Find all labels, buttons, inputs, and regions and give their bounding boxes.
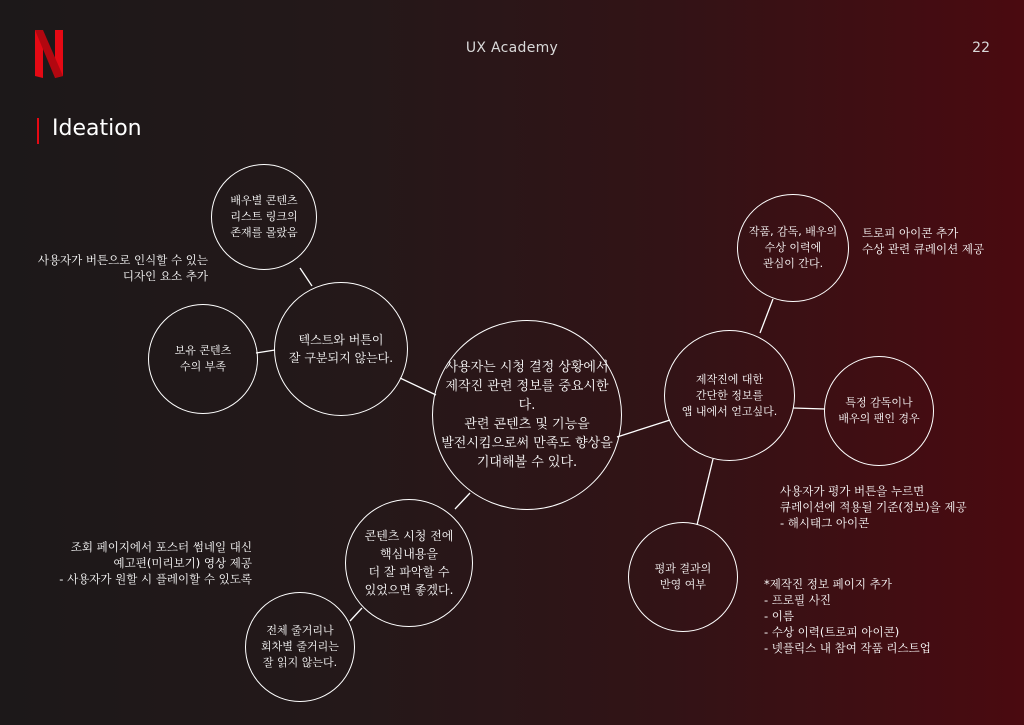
link-center-textbutton bbox=[400, 378, 436, 395]
link-corecontent-storyline bbox=[350, 608, 362, 621]
node-core-content: 콘텐츠 시청 전에 핵심내용을 더 잘 파악할 수 있었으면 좋겠다. bbox=[345, 499, 473, 627]
header-title: UX Academy bbox=[465, 40, 559, 56]
link-crewinfo-review bbox=[697, 459, 713, 525]
node-actor-list: 배우별 콘텐츠 리스트 링크의 존재를 몰랐음 bbox=[211, 164, 317, 270]
node-crew-info: 제작진에 대한 간단한 정보를 앱 내에서 얻고싶다. bbox=[664, 330, 795, 461]
link-center-corecontent bbox=[455, 493, 470, 509]
note-crew-page: *제작진 정보 페이지 추가 - 프로필 사진 - 이름 - 수상 이력(트로피 아이콘) - 넷플릭스 내 참여 작품 리스트업 bbox=[764, 577, 931, 655]
note-trailer: 조회 페이지에서 포스터 썸네일 대신 예고편(미리보기) 영상 제공 - 사용자가 원할 시 플레이할 수 있도록 bbox=[59, 540, 252, 586]
link-textbutton-actorlist bbox=[300, 268, 312, 286]
node-storyline: 전체 줄거리나 회차별 줄거리는 잘 읽지 않는다. bbox=[245, 592, 355, 702]
note-trophy: 트로피 아이콘 추가 수상 관련 큐레이션 제공 bbox=[862, 226, 985, 256]
node-fan: 특정 감독이나 배우의 팬인 경우 bbox=[824, 356, 934, 466]
node-review: 평과 결과의 반영 여부 bbox=[628, 522, 738, 632]
node-awards: 작품, 감독, 배우의 수상 이력에 관심이 간다. bbox=[737, 194, 849, 302]
node-text-button: 텍스트와 버튼이 잘 구분되지 않는다. bbox=[274, 282, 408, 416]
link-crewinfo-awards bbox=[760, 299, 773, 333]
page-number: 22 bbox=[972, 40, 990, 56]
link-crewinfo-fan bbox=[793, 408, 825, 409]
node-content-count: 보유 콘텐츠 수의 부족 bbox=[148, 304, 258, 414]
note-button-design: 사용자가 버튼으로 인식할 수 있는 디자인 요소 추가 bbox=[37, 253, 208, 283]
node-center-insight: 사용자는 시청 결정 상황에서 제작진 관련 정보를 중요시한다. 관련 콘텐츠 및 기능을 발전시킴으로써 만족도 향상을 기대해볼 수 있다. bbox=[432, 320, 622, 510]
section-title: Ideation bbox=[52, 116, 142, 141]
link-textbutton-contentcount bbox=[256, 350, 275, 353]
link-center-crewinfo bbox=[617, 420, 670, 437]
note-rating: 사용자가 평가 버튼을 누르면 큐레이션에 적용될 기준(정보)을 제공 - 해시태그 아이콘 bbox=[780, 484, 967, 530]
